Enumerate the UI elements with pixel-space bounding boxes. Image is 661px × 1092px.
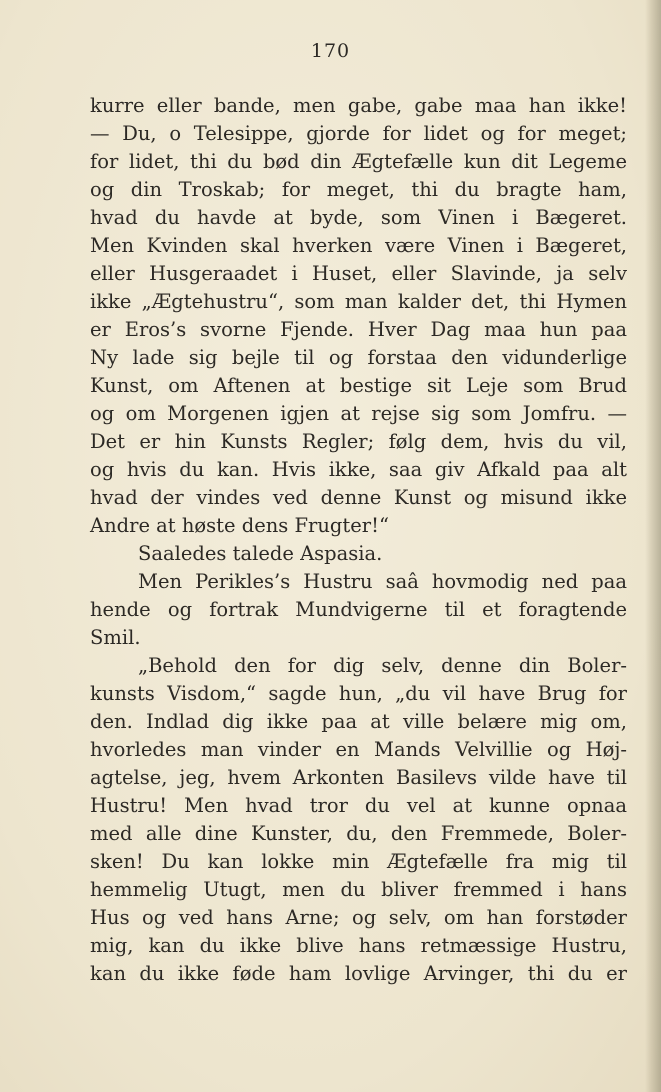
text-line: hende og fortrak Mundvigerne til et foragtende [90,598,627,621]
text-line: — Du, o Telesippe, gjorde for lidet og for meget; [90,122,627,145]
text-line: med alle dine Kunster, du, den Fremmede, Boler- [90,822,627,845]
text-line: „Behold den for dig selv, denne din Boler- [138,654,627,677]
text-line: hvad du havde at byde, som Vinen i Bægeret. [90,206,627,229]
text-line: Men Perikles’s Hustru saâ hovmodig ned paa [138,570,627,593]
body-text [90,92,627,988]
text-line: sken! Du kan lokke min Ægtefælle fra mig til [90,850,627,873]
text-line: kan du ikke føde ham lovlige Arvinger, thi du er [90,962,627,985]
text-line: og om Morgenen igjen at rejse sig som Jomfru. — [90,402,627,425]
text-line: agtelse, jeg, hvem Arkonten Basilevs vilde have til [90,766,627,789]
text-line: ikke „Ægtehustru“, som man kalder det, thi Hymen [90,290,627,313]
text-line: Kunst, om Aftenen at bestige sit Leje som Brud [90,374,627,397]
text-line: kurre eller bande, men gabe, gabe maa han ikke! [90,94,627,117]
text-line: eller Husgeraadet i Huset, eller Slavinde, ja selv [90,262,627,285]
text-line: mig, kan du ikke blive hans retmæssige Hustru, [90,934,627,957]
text-line: er Eros’s svorne Fjende. Hver Dag maa hun paa [90,318,627,341]
page-edge-shadow [645,0,661,1092]
text-line: Hus og ved hans Arne; og selv, om han forstøder [90,906,627,929]
text-line: Det er hin Kunsts Regler; følg dem, hvis du vil, [90,430,627,453]
text-line: Andre at høste dens Frugter!“ [90,514,387,537]
page-number: 170 [310,40,351,62]
text-line: og hvis du kan. Hvis ikke, saa giv Afkald paa alt [90,458,627,481]
text-line: Ny lade sig bejle til og forstaa den vidunderlige [90,346,627,369]
text-line: den. Indlad dig ikke paa at ville belære mig om, [90,710,627,733]
text-line: hemmelig Utugt, men du bliver fremmed i hans [90,878,627,901]
text-line: Saaledes talede Aspasia. [138,542,383,565]
text-line: hvorledes man vinder en Mands Velvillie og Høj- [90,738,627,761]
text-line: for lidet, thi du bød din Ægtefælle kun dit Legeme [90,150,627,173]
text-line: og din Troskab; for meget, thi du bragte ham, [90,178,627,201]
text-line: Smil. [90,626,141,649]
text-line: Hustru! Men hvad tror du vel at kunne opnaa [90,794,627,817]
text-line: kunsts Visdom,“ sagde hun, „du vil have Brug for [90,682,627,705]
text-line: hvad der vindes ved denne Kunst og misund ikke [90,486,627,509]
text-line: Men Kvinden skal hverken være Vinen i Bægeret, [90,234,627,257]
